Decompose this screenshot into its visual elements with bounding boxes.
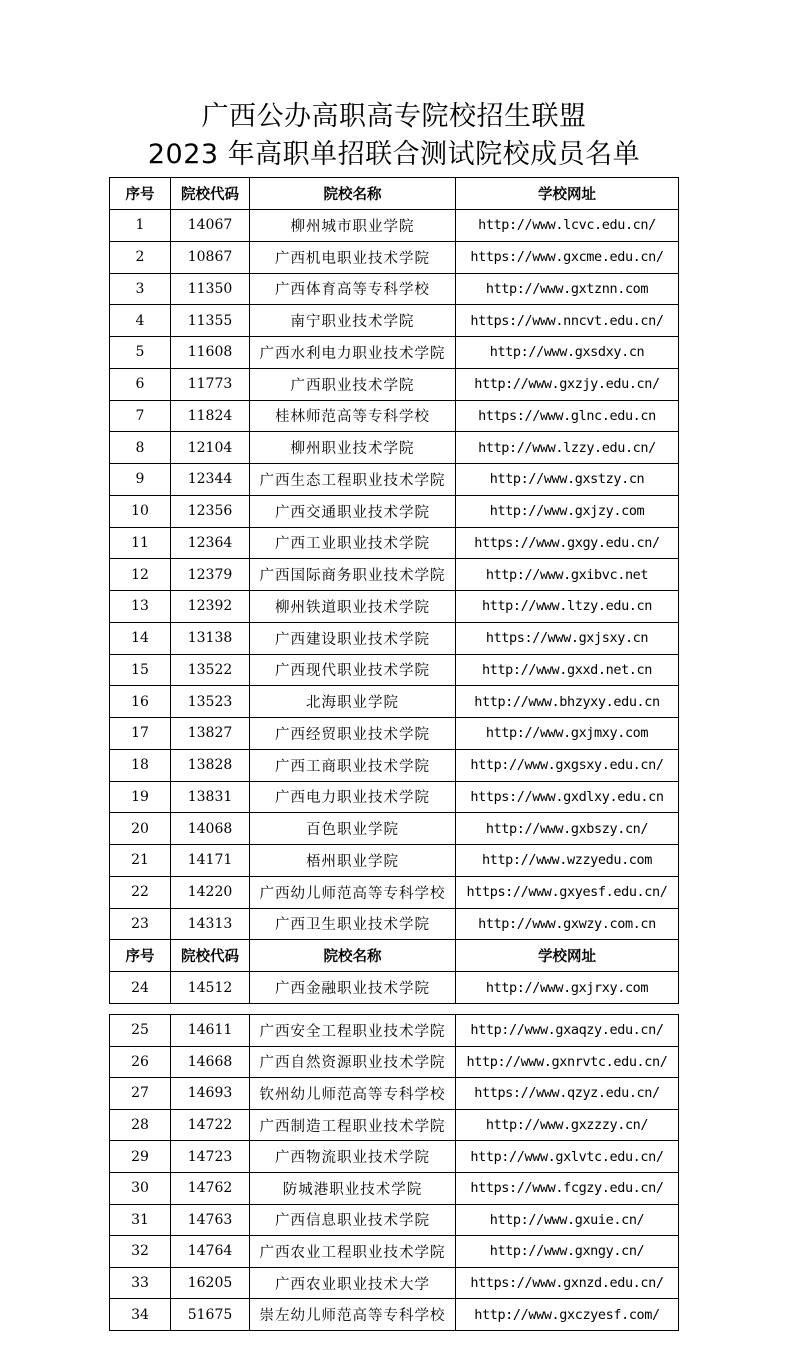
cell-seq: 2 xyxy=(110,241,171,273)
table-header-row xyxy=(110,940,679,972)
cell-website[interactable]: http://www.gxzzzy.cn/ xyxy=(456,1109,679,1141)
cell-website[interactable]: http://www.gxwzy.com.cn xyxy=(456,908,679,940)
cell-seq: 34 xyxy=(110,1299,171,1331)
cell-seq: 32 xyxy=(110,1236,171,1268)
cell-website[interactable]: http://www.gxjmxy.com xyxy=(456,718,679,750)
header-code: 院校代码 xyxy=(171,940,250,972)
cell-seq: 26 xyxy=(110,1046,171,1078)
cell-school-name: 南宁职业技术学院 xyxy=(250,305,456,337)
cell-seq: 13 xyxy=(110,591,171,623)
cell-code: 16205 xyxy=(171,1267,250,1299)
cell-website[interactable]: http://www.gxjrxy.com xyxy=(456,972,679,1004)
cell-code: 11773 xyxy=(171,368,250,400)
cell-code: 13522 xyxy=(171,654,250,686)
table-row xyxy=(110,1046,679,1078)
table-row xyxy=(110,1299,679,1331)
cell-website[interactable]: http://www.gxstzy.cn xyxy=(456,464,679,496)
cell-website[interactable]: https://www.qzyz.edu.cn/ xyxy=(456,1078,679,1110)
table-row xyxy=(110,622,679,654)
cell-seq: 22 xyxy=(110,876,171,908)
table-row xyxy=(110,241,679,273)
cell-school-name: 广西机电职业技术学院 xyxy=(250,241,456,273)
cell-school-name: 广西体育高等专科学校 xyxy=(250,273,456,305)
cell-school-name: 广西物流职业技术学院 xyxy=(250,1141,456,1173)
table-row xyxy=(110,432,679,464)
cell-code: 51675 xyxy=(171,1299,250,1331)
table-row xyxy=(110,559,679,591)
table-row xyxy=(110,1172,679,1204)
cell-school-name: 广西自然资源职业技术学院 xyxy=(250,1046,456,1078)
cell-code: 12392 xyxy=(171,591,250,623)
cell-code: 13138 xyxy=(171,622,250,654)
cell-code: 11350 xyxy=(171,273,250,305)
cell-website[interactable]: https://www.gxjsxy.cn xyxy=(456,622,679,654)
cell-seq: 15 xyxy=(110,654,171,686)
cell-seq: 5 xyxy=(110,337,171,369)
cell-seq: 25 xyxy=(110,1015,171,1047)
cell-website[interactable]: http://www.gxaqzy.edu.cn/ xyxy=(456,1015,679,1047)
cell-school-name: 广西交通职业技术学院 xyxy=(250,495,456,527)
cell-seq: 18 xyxy=(110,749,171,781)
cell-seq: 9 xyxy=(110,464,171,496)
table-row xyxy=(110,1204,679,1236)
cell-school-name: 广西金融职业技术学院 xyxy=(250,972,456,1004)
cell-website[interactable]: http://www.gxjzy.com xyxy=(456,495,679,527)
cell-website[interactable]: https://www.gxdlxy.edu.cn xyxy=(456,781,679,813)
cell-website[interactable]: https://www.fcgzy.edu.cn/ xyxy=(456,1172,679,1204)
cell-seq: 20 xyxy=(110,813,171,845)
table-row xyxy=(110,1236,679,1268)
table-row xyxy=(110,908,679,940)
cell-website[interactable]: http://www.lzzy.edu.cn/ xyxy=(456,432,679,464)
cell-seq: 31 xyxy=(110,1204,171,1236)
cell-code: 14068 xyxy=(171,813,250,845)
cell-code: 13831 xyxy=(171,781,250,813)
cell-school-name: 广西农业职业技术大学 xyxy=(250,1267,456,1299)
cell-seq: 21 xyxy=(110,845,171,877)
cell-school-name: 广西制造工程职业技术学院 xyxy=(250,1109,456,1141)
table-row xyxy=(110,749,679,781)
cell-seq: 11 xyxy=(110,527,171,559)
cell-website[interactable]: https://www.nncvt.edu.cn/ xyxy=(456,305,679,337)
cell-seq: 23 xyxy=(110,908,171,940)
cell-website[interactable]: http://www.gxsdxy.cn xyxy=(456,337,679,369)
table-row xyxy=(110,1078,679,1110)
cell-seq: 19 xyxy=(110,781,171,813)
cell-code: 14763 xyxy=(171,1204,250,1236)
table-row xyxy=(110,654,679,686)
cell-seq: 7 xyxy=(110,400,171,432)
cell-code: 11355 xyxy=(171,305,250,337)
cell-school-name: 广西电力职业技术学院 xyxy=(250,781,456,813)
cell-seq: 4 xyxy=(110,305,171,337)
cell-code: 13827 xyxy=(171,718,250,750)
cell-website[interactable]: http://www.gxczyesf.com/ xyxy=(456,1299,679,1331)
cell-seq: 6 xyxy=(110,368,171,400)
cell-school-name: 广西现代职业技术学院 xyxy=(250,654,456,686)
cell-school-name: 广西卫生职业技术学院 xyxy=(250,908,456,940)
cell-code: 10867 xyxy=(171,241,250,273)
document-title-line1: 广西公办高职高专院校招生联盟 xyxy=(201,101,587,132)
cell-school-name: 广西生态工程职业技术学院 xyxy=(250,464,456,496)
cell-code: 14722 xyxy=(171,1109,250,1141)
cell-school-name: 广西农业工程职业技术学院 xyxy=(250,1236,456,1268)
cell-website[interactable]: http://www.gxibvc.net xyxy=(456,559,679,591)
table-row xyxy=(110,686,679,718)
cell-code: 12104 xyxy=(171,432,250,464)
cell-school-name: 防城港职业技术学院 xyxy=(250,1172,456,1204)
cell-code: 14512 xyxy=(171,972,250,1004)
cell-seq: 30 xyxy=(110,1172,171,1204)
table-row xyxy=(110,368,679,400)
cell-seq: 29 xyxy=(110,1141,171,1173)
header-seq: 序号 xyxy=(110,940,171,972)
cell-code: 14611 xyxy=(171,1015,250,1047)
cell-website[interactable]: http://www.gxlvtc.edu.cn/ xyxy=(456,1141,679,1173)
cell-website[interactable]: http://www.gxngy.cn/ xyxy=(456,1236,679,1268)
table-row xyxy=(110,876,679,908)
cell-seq: 1 xyxy=(110,210,171,242)
cell-website[interactable]: http://www.gxnrvtc.edu.cn/ xyxy=(456,1046,679,1078)
cell-school-name: 广西工业职业技术学院 xyxy=(250,527,456,559)
cell-code: 14171 xyxy=(171,845,250,877)
cell-website[interactable]: http://www.gxgsxy.edu.cn/ xyxy=(456,749,679,781)
table-row xyxy=(110,718,679,750)
table-row xyxy=(110,400,679,432)
cell-school-name: 柳州城市职业学院 xyxy=(250,210,456,242)
cell-school-name: 广西工商职业技术学院 xyxy=(250,749,456,781)
cell-website[interactable]: http://www.gxzjy.edu.cn/ xyxy=(456,368,679,400)
table-row xyxy=(110,1141,679,1173)
cell-school-name: 广西职业技术学院 xyxy=(250,368,456,400)
cell-website[interactable]: https://www.gxyesf.edu.cn/ xyxy=(456,876,679,908)
cell-school-name: 广西信息职业技术学院 xyxy=(250,1204,456,1236)
table-row xyxy=(110,464,679,496)
cell-seq: 24 xyxy=(110,972,171,1004)
cell-code: 13523 xyxy=(171,686,250,718)
cell-school-name: 柳州铁道职业技术学院 xyxy=(250,591,456,623)
table-row xyxy=(110,972,679,1004)
cell-code: 14764 xyxy=(171,1236,250,1268)
member-table-part2 xyxy=(109,1014,679,1331)
table-row xyxy=(110,305,679,337)
cell-school-name: 崇左幼儿师范高等专科学校 xyxy=(250,1299,456,1331)
header-website: 学校网址 xyxy=(456,178,679,210)
table-header-row xyxy=(110,178,679,210)
cell-school-name: 广西经贸职业技术学院 xyxy=(250,718,456,750)
cell-school-name: 广西国际商务职业技术学院 xyxy=(250,559,456,591)
cell-school-name: 百色职业学院 xyxy=(250,813,456,845)
table-row xyxy=(110,813,679,845)
cell-website[interactable]: http://www.gxbszy.cn/ xyxy=(456,813,679,845)
cell-website[interactable]: http://www.lcvc.edu.cn/ xyxy=(456,210,679,242)
member-table-part1 xyxy=(109,177,679,1004)
cell-website[interactable]: http://www.ltzy.edu.cn xyxy=(456,591,679,623)
table-row xyxy=(110,495,679,527)
cell-school-name: 广西幼儿师范高等专科学校 xyxy=(250,876,456,908)
cell-seq: 12 xyxy=(110,559,171,591)
cell-code: 12364 xyxy=(171,527,250,559)
cell-website[interactable]: https://www.gxnzd.edu.cn/ xyxy=(456,1267,679,1299)
cell-seq: 33 xyxy=(110,1267,171,1299)
header-school-name: 院校名称 xyxy=(250,178,456,210)
cell-seq: 14 xyxy=(110,622,171,654)
cell-seq: 28 xyxy=(110,1109,171,1141)
table-row xyxy=(110,273,679,305)
cell-code: 14693 xyxy=(171,1078,250,1110)
cell-code: 14313 xyxy=(171,908,250,940)
cell-code: 12379 xyxy=(171,559,250,591)
cell-school-name: 桂林师范高等专科学校 xyxy=(250,400,456,432)
cell-code: 14723 xyxy=(171,1141,250,1173)
table-row xyxy=(110,1109,679,1141)
cell-code: 12356 xyxy=(171,495,250,527)
cell-website[interactable]: http://www.wzzyedu.com xyxy=(456,845,679,877)
cell-website[interactable]: http://www.gxxd.net.cn xyxy=(456,654,679,686)
cell-code: 11608 xyxy=(171,337,250,369)
table-row xyxy=(110,591,679,623)
header-school-name: 院校名称 xyxy=(250,940,456,972)
cell-code: 12344 xyxy=(171,464,250,496)
cell-website[interactable]: https://www.glnc.edu.cn xyxy=(456,400,679,432)
cell-school-name: 广西建设职业技术学院 xyxy=(250,622,456,654)
cell-seq: 10 xyxy=(110,495,171,527)
cell-seq: 8 xyxy=(110,432,171,464)
cell-code: 14220 xyxy=(171,876,250,908)
cell-code: 13828 xyxy=(171,749,250,781)
cell-code: 14668 xyxy=(171,1046,250,1078)
cell-school-name: 梧州职业学院 xyxy=(250,845,456,877)
cell-seq: 16 xyxy=(110,686,171,718)
cell-school-name: 广西安全工程职业技术学院 xyxy=(250,1015,456,1047)
cell-website[interactable]: http://www.gxtznn.com xyxy=(456,273,679,305)
table-row xyxy=(110,1015,679,1047)
cell-website[interactable]: http://www.bhzyxy.edu.cn xyxy=(456,686,679,718)
cell-code: 11824 xyxy=(171,400,250,432)
cell-code: 14067 xyxy=(171,210,250,242)
cell-website[interactable]: https://www.gxcme.edu.cn/ xyxy=(456,241,679,273)
document-title-line2: 2023 年高职单招联合测试院校成员名单 xyxy=(147,139,641,170)
table-row xyxy=(110,781,679,813)
header-website: 学校网址 xyxy=(456,940,679,972)
table-row xyxy=(110,210,679,242)
header-seq: 序号 xyxy=(110,178,171,210)
cell-seq: 27 xyxy=(110,1078,171,1110)
cell-seq: 3 xyxy=(110,273,171,305)
table-row xyxy=(110,337,679,369)
header-code: 院校代码 xyxy=(171,178,250,210)
cell-school-name: 钦州幼儿师范高等专科学校 xyxy=(250,1078,456,1110)
cell-school-name: 广西水利电力职业技术学院 xyxy=(250,337,456,369)
table-row xyxy=(110,1267,679,1299)
cell-seq: 17 xyxy=(110,718,171,750)
table-row xyxy=(110,527,679,559)
table-row xyxy=(110,845,679,877)
cell-website[interactable]: https://www.gxgy.edu.cn/ xyxy=(456,527,679,559)
cell-code: 14762 xyxy=(171,1172,250,1204)
cell-school-name: 柳州职业技术学院 xyxy=(250,432,456,464)
cell-school-name: 北海职业学院 xyxy=(250,686,456,718)
cell-website[interactable]: http://www.gxuie.cn/ xyxy=(456,1204,679,1236)
